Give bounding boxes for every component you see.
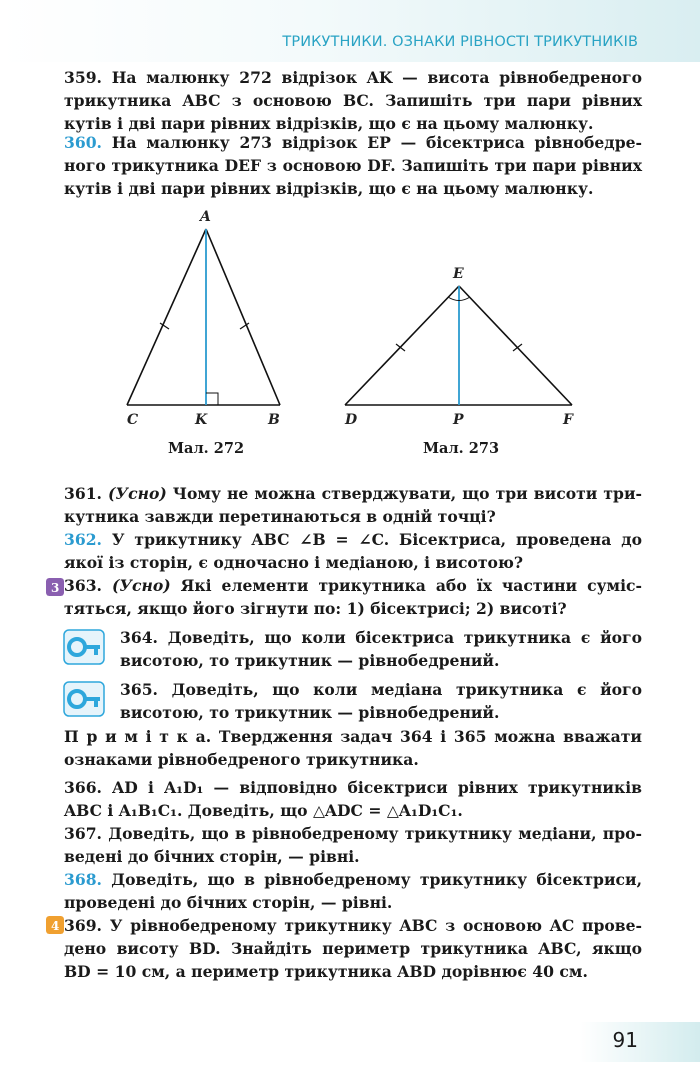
- problem-line: дено висоту BD. Знайдіть периметр трикутника ABC, якщо: [64, 939, 642, 958]
- label-f: F: [563, 412, 573, 428]
- footer-band: [580, 1022, 700, 1062]
- problem-line: Доведіть, що в рівнобедреному трикутнику медіани, про-: [108, 824, 642, 843]
- problem-line: кутів і дві пари рівних відрізків, що є на цьому малюнку.: [64, 179, 594, 198]
- problem-line: Доведіть, що в рівнобедреному трикутнику бісектриси,: [111, 870, 642, 889]
- problem-line: На малюнку 272 відрізок AK — висота рівнобедреного: [111, 68, 643, 87]
- problem-line: висотою, то трикутник — рівнобедрений.: [120, 651, 500, 670]
- problem-362: [64, 528, 642, 574]
- problem-359: [64, 66, 642, 135]
- right-angle-mark: [206, 393, 218, 405]
- problem-369: [64, 914, 642, 983]
- problem-367: [64, 822, 642, 868]
- problem-line: Доведіть, що коли бісектриса трикутника є його: [167, 628, 642, 647]
- problem-line: трикутника ABC з основою BC. Запишіть три пари рівних: [64, 91, 642, 110]
- problem-line: ведені до бічних сторін, — рівні.: [64, 847, 360, 866]
- problem-363: [64, 574, 642, 620]
- page-number: 91: [612, 1028, 638, 1052]
- problem-line: BD = 10 см, а периметр трикутника ABD дорівнює 40 см.: [64, 962, 588, 981]
- problem-line: AD і A₁D₁ — відповідно бісектриси рівних трикутників: [112, 778, 642, 797]
- problem-364: [120, 626, 642, 672]
- problem-line: кутника завжди перетинаються в одній точці?: [64, 507, 496, 526]
- problem-line: Доведіть, що коли медіана трикутника є його: [171, 680, 642, 699]
- label-e: E: [453, 266, 464, 282]
- key-icon: [62, 628, 106, 666]
- side-ef: [459, 286, 572, 405]
- label-p: P: [453, 412, 464, 428]
- oral-mark: (Усно): [111, 576, 171, 595]
- problem-line: ного трикутника DEF з основою DF. Запишіть три пари рівних: [64, 156, 642, 175]
- problem-line: У рівнобедреному трикутнику ABC з основою AC прове-: [109, 916, 642, 935]
- problem-number: 366.: [64, 778, 102, 797]
- problem-number: 362.: [64, 530, 102, 549]
- problem-line: висотою, то трикутник — рівнобедрений.: [120, 703, 500, 722]
- problem-361: [64, 482, 642, 528]
- problem-line: У трикутнику ABC ∠B = ∠C. Бісектриса, проведена до: [111, 530, 642, 549]
- problem-368: [64, 868, 642, 914]
- figure-272: [110, 205, 300, 435]
- caption-273: Мал. 273: [423, 440, 500, 457]
- problem-number: 361.: [64, 484, 102, 503]
- svg-text:4: 4: [51, 919, 60, 933]
- header-band: [0, 0, 700, 62]
- key-icon: [62, 680, 106, 718]
- problem-number: 360.: [64, 133, 102, 152]
- problem-line: Які елементи трикутника або їх частини суміс-: [180, 576, 642, 595]
- label-a: A: [200, 209, 211, 225]
- side-ab: [206, 229, 280, 405]
- label-k: K: [195, 412, 208, 428]
- label-c: C: [127, 412, 139, 428]
- level-4-icon: [46, 916, 64, 934]
- problem-number: 364.: [120, 628, 158, 647]
- figure-273: [335, 260, 585, 435]
- note: [64, 725, 642, 771]
- label-b: B: [268, 412, 280, 428]
- running-title: ТРИКУТНИКИ. ОЗНАКИ РІВНОСТІ ТРИКУТНИКІВ: [282, 34, 638, 50]
- note-label: П р и м і т к а.: [64, 727, 212, 746]
- problem-number: 365.: [120, 680, 158, 699]
- oral-mark: (Усно): [108, 484, 167, 503]
- problem-line: ABC і A₁B₁C₁. Доведіть, що △ADC = △A₁D₁C₁.: [64, 801, 463, 820]
- note-line: ознаками рівнобедреного трикутника.: [64, 750, 419, 769]
- side-de: [345, 286, 459, 405]
- problem-365: [120, 678, 642, 724]
- problem-number: 363.: [64, 576, 102, 595]
- problem-number: 369.: [64, 916, 102, 935]
- caption-272: Мал. 272: [168, 440, 245, 457]
- problem-number: 359.: [64, 68, 102, 87]
- problem-line: кутів і дві пари рівних відрізків, що є на цьому малюнку.: [64, 114, 594, 133]
- problem-number: 367.: [64, 824, 102, 843]
- problem-360: [64, 131, 642, 200]
- svg-text:3: 3: [51, 581, 60, 595]
- problem-line: Чому не можна стверджувати, що три висоти три-: [172, 484, 642, 503]
- problem-line: якої із сторін, є одночасно і медіаною, і висотою?: [64, 553, 524, 572]
- side-ac: [127, 229, 206, 405]
- problem-366: [64, 776, 642, 822]
- problem-number: 368.: [64, 870, 102, 889]
- level-3-icon: [46, 578, 64, 596]
- label-d: D: [345, 412, 358, 428]
- problem-line: На малюнку 273 відрізок EP — бісектриса рівнобедре-: [111, 133, 642, 152]
- problem-line: тяться, якщо його зігнути по: 1) бісектрисі; 2) висоті?: [64, 599, 567, 618]
- note-line: Твердження задач 364 і 365 можна вважати: [218, 727, 642, 746]
- problem-line: проведені до бічних сторін, — рівні.: [64, 893, 393, 912]
